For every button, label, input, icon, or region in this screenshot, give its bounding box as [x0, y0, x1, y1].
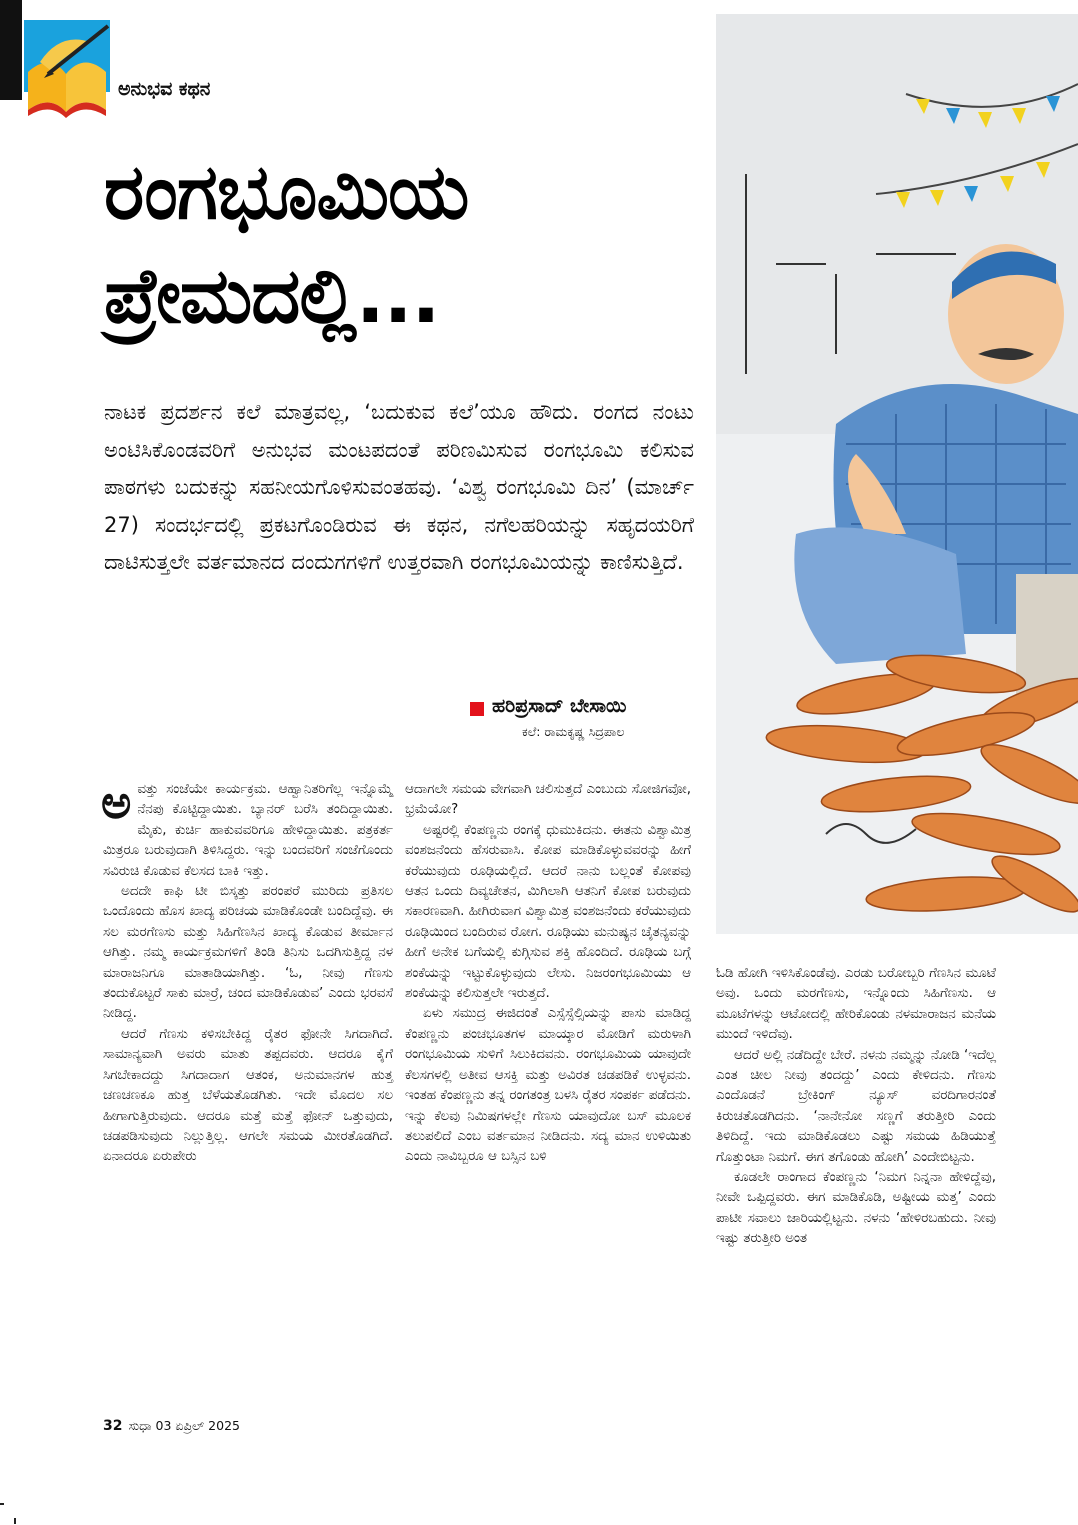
- publication-info: ಸುಧಾ 03 ಏಪ್ರಿಲ್ 2025: [128, 1418, 240, 1433]
- paragraph: ಆದರೆ ಗೆಣಸು ಕಳಿಸಬೇಕಿದ್ದ ರೈತರ ಫೋನೇ ಸಿಗದಾಗಿದೆ. ಸಾಮಾನ್ಯವಾಗಿ ಅವರು ಮಾತು ತಪ್ಪದವರು. ಆದರೂ ಕೈಗೆ ಸಿಗಬೇಕಾದದ್ದು ಸಿಗದಾದಾಗ ಆತಂಕ, ಅನುಮಾನಗಳ ಹುತ್ತ ಚಣಚಣಕೂ ಹುತ್ತ ಬೆಳೆಯತೊಡಗಿತು. ಇದೇ ಮೊದಲ ಸಲ ಹೀಗಾಗುತ್ತಿರುವುದು. ಆದರೂ ಮತ್ತೆ ಮತ್ತೆ ಫೋನ್ ಒತ್ತುವುದು, ಚಡಪಡಿಸುವುದು ನಿಲ್ಲುತ್ತಿಲ್ಲ. ಆಗಲೇ ಸಮಯ ಮೀರತೊಡಗಿದೆ. ಏನಾದರೂ ಏರುಪೇರು: [103, 1026, 393, 1165]
- title-line-2: ಪ್ರೇಮದಲ್ಲಿ...: [104, 251, 440, 340]
- author-marker: [470, 702, 484, 716]
- title-line-1: ರಂಗಭೂಮಿಯ: [104, 147, 469, 236]
- crop-mark: [0, 1503, 4, 1505]
- page-number: 32: [103, 1418, 123, 1434]
- art-credit: ಕಲೆ: ರಾಮಕೃಷ್ಣ ಸಿದ್ರಪಾಲ: [522, 724, 625, 739]
- paragraph: ಆದರೆ ಅಲ್ಲಿ ನಡೆದಿದ್ದೇ ಬೇರೆ. ನಳನು ನಮ್ಮನ್ನು ನೋಡಿ ‘ಇದೆಲ್ಲ ಎಂತ ಚೀಲ ನೀವು ತಂದದ್ದು’ ಎಂದು ಕೇಳಿದನು. ಗೆಣಸು ಎಂದೊಡನೆ ಬ್ರೇಕಿಂಗ್ ನ್ಯೂಸ್ ವರದಿಗಾರನಂತೆ ಕಿರುಚತೊಡಗಿದನು. ‘ನಾನೇನೋ ಸಣ್ಣಗೆ ತರುತ್ತೀರಿ ಎಂದು ತಿಳಿದಿದ್ದೆ. ಇದು ಮಾಡಿಕೊಡಲು ಎಷ್ಟು ಸಮಯ ಹಿಡಿಯುತ್ತೆ ಗೊತ್ತುಂಟಾ ನಿಮಗೆ. ಈಗ ತಗೊಂಡು ಹೋಗಿ’ ಎಂದೇಬಿಟ್ಟನು.: [716, 1047, 996, 1165]
- author-name: ಹರಿಪ್ರಸಾದ್ ಬೇಸಾಯಿ: [492, 695, 627, 717]
- dropcap: ಅ: [101, 775, 132, 829]
- paragraph-text: ವತ್ತು ಸಂಜೆಯೇ ಕಾರ್ಯಕ್ರಮ. ಆಹ್ವಾನಿತರಿಗೆಲ್ಲ ಇನ್ನೊಮ್ಮೆ ನೆನಪು ಕೊಟ್ಟಿದ್ದಾಯಿತು. ಬ್ಯಾನರ್ ಬರೆಸಿ ತಂದಿದ್ದಾಯಿತು. ಮೈಕು, ಕುರ್ಚಿ ಹಾಕುವವರಿಗೂ ಹೇಳಿದ್ದಾಯಿತು. ಪತ್ರಕರ್ತ ಮಿತ್ರರೂ ಬರುವುದಾಗಿ ತಿಳಿಸಿದ್ದರು. ಇನ್ನು ಬಂದವರಿಗೆ ಸಂಜೆಗೊಂದು ಸವಿರುಚಿ ಕೊಡುವ ಕೆಲಸದ ಬಾಕಿ ಇತ್ತು.: [103, 782, 393, 879]
- book-pen-logo-icon: [20, 12, 116, 122]
- paragraph: [101, 775, 393, 882]
- article-title: [104, 140, 704, 348]
- paragraph: ಅಷ್ಟರಲ್ಲಿ ಕೆಂಪಣ್ಣನು ರಂಗಕ್ಕೆ ಧುಮುಕಿದನು. ಈತನು ವಿಶ್ವಾಮಿತ್ರ ವಂಶಜನೆಂದು ಹೆಸರುವಾಸಿ. ಕೋಪ ಮಾಡಿಕೊಳ್ಳುವವರನ್ನು ಹೀಗೆ ಕರೆಯುವುದು ರೂಢಿಯಲ್ಲಿದೆ. ಆದರೆ ನಾನು ಬಲ್ಲಂತೆ ಕೋಪವು ಆತನ ಒಂದು ದಿವ್ಯಚೇತನ, ಮಿಗಿಲಾಗಿ ಆತನಿಗೆ ಕೋಪ ಬರುವುದು ಸಕಾರಣವಾಗಿ. ಹೀಗಿರುವಾಗ ವಿಶ್ವಾಮಿತ್ರ ವಂಶಜನೆಂದು ಕರೆಯುವುದು ರೂಢಿಯಿಂದ ಬಂದಿರುವ ರೋಗ. ರೂಢಿಯು ಮನುಷ್ಯನ ಚೈತನ್ಯವನ್ನು ಹೀಗೆ ಅನೇಕ ಬಗೆಯಲ್ಲಿ ಕುಗ್ಗಿಸುವ ಶಕ್ತಿ ಹೊಂದಿದೆ. ರೂಢಿಯ ಬಗ್ಗೆ ಶಂಕೆಯನ್ನು ಇಟ್ಟುಕೊಳ್ಳುವುದು ಲೇಸು. ನಿಜರಂಗಭೂಮಿಯು ಆ ಶಂಕೆಯನ್ನು ಕಲಿಸುತ್ತಲೇ ಇರುತ್ತದೆ.: [405, 822, 691, 1002]
- body-column-1: [101, 775, 393, 1168]
- body-column-2: [405, 780, 691, 1168]
- page-footer: [103, 1418, 240, 1434]
- paragraph: ಅದದೇ ಕಾಫಿ ಟೀ ಬಿಸ್ಕತ್ತು ಪರಂಪರೆ ಮುರಿದು ಪ್ರತಿಸಲ ಒಂದೊಂದು ಹೊಸ ಖಾದ್ಯ ಪರಿಚಯ ಮಾಡಿಕೊಂಡೇ ಬಂದಿದ್ದೆವು. ಈ ಸಲ ಮರಗೆಣಸು ಮತ್ತು ಸಿಹಿಗೆಣಸಿನ ಖಾದ್ಯ ಕೊಡುವ ತೀರ್ಮಾನ ಆಗಿತ್ತು. ನಮ್ಮ ಕಾರ್ಯಕ್ರಮಗಳಿಗೆ ತಿಂಡಿ ತಿನಿಸು ಒದಗಿಸುತ್ತಿದ್ದ ನಳ ಮಾರಾಜನಿಗೂ ಮಾತಾಡಿಯಾಗಿತ್ತು. ‘ಓ, ನೀವು ಗೆಣಸು ತಂದುಕೊಟ್ಟರೆ ಸಾಕು ಮಾರ್ರೆ, ಚಂದ ಮಾಡಿಕೊಡುವ’ ಎಂದು ಭರವಸೆ ನೀಡಿದ್ದ.: [103, 884, 393, 1022]
- illustration-man-with-tubers: [716, 14, 1078, 934]
- paragraph: ಏಳು ಸಮುದ್ರ ಈಜಿದಂತೆ ಎಸ್ಸೆಸ್ಸೆಲ್ಸಿಯನ್ನು ಪಾಸು ಮಾಡಿದ್ದ ಕೆಂಪಣ್ಣನು ಪಂಚಭೂತಗಳ ಮಾಯ್ಕಾರ ಮೋಡಿಗೆ ಮರುಳಾಗಿ ರಂಗಭೂಮಿಯ ಸುಳಿಗೆ ಸಿಲುಕಿದವನು. ರಂಗಭೂಮಿಯ ಯಾವುದೇ ಕೆಲಸಗಳಲ್ಲಿ ಅತೀವ ಆಸಕ್ತಿ ಮತ್ತು ಅವಿರತ ಚಡಪಡಿಕೆ ಉಳ್ಳವನು. ಇಂತಹ ಕೆಂಪಣ್ಣನು ತನ್ನ ರಂಗತಂತ್ರ ಬಳಸಿ ರೈತರ ಸಂಪರ್ಕ ಪಡೆದನು. ಇನ್ನು ಕೆಲವು ನಿಮಿಷಗಳಲ್ಲೇ ಗೆಣಸು ಯಾವುದೋ ಬಸ್ ಮೂಲಕ ತಲುಪಲಿದೆ ಎಂಬ ವರ್ತಮಾನ ನೀಡಿದನು. ಸದ್ಯ ಮಾನ ಉಳಿಯಿತು ಎಂದು ನಾವಿಬ್ಬರೂ ಆ ಬಸ್ಸಿನ ಬಳಿ: [405, 1006, 691, 1165]
- crop-mark: [14, 1518, 16, 1524]
- corner-block: [0, 0, 22, 100]
- paragraph: ಆದಾಗಲೇ ಸಮಯ ವೇಗವಾಗಿ ಚಲಿಸುತ್ತದೆ ಎಂಬುದು ಸೋಜಿಗವೋ, ಭ್ರಮೆಯೋ?: [405, 782, 691, 818]
- section-label: ಅನುಭವ ಕಥನ: [118, 78, 211, 100]
- paragraph: ಓಡಿ ಹೋಗಿ ಇಳಿಸಿಕೊಂಡೆವು. ಎರಡು ಬರೋಬ್ಬರಿ ಗೆಣಸಿನ ಮೂಟೆ ಅವು. ಒಂದು ಮರಗೆಣಸು, ಇನ್ನೊಂದು ಸಿಹಿಗೆಣಸು. ಆ ಮೂಟೆಗಳನ್ನು ಆಟೋದಲ್ಲಿ ಹೇರಿಕೊಂಡು ನಳಮಾರಾಜನ ಮನೆಯ ಮುಂದೆ ಇಳಿದೆವು.: [716, 966, 996, 1043]
- paragraph: ಕೂಡಲೇ ರಾಂಗಾದ ಕೆಂಪಣ್ಣನು ‘ನಿಮಗ ನಿನ್ನನಾ ಹೇಳಿದ್ದೆವು, ನೀವೇ ಒಪ್ಪಿದ್ದವರು. ಈಗ ಮಾಡಿಕೊಡಿ, ಅಷ್ಟೀಯ ಮತ್ತ’ ಎಂದು ಪಾಟೀ ಸವಾಲು ಜಾರಿಯಲ್ಲಿಟ್ಟನು. ನಳನು ‘ಹೇಳಿರಬಹುದು. ನೀವು ಇಷ್ಟು ತರುತ್ತೀರಿ ಅಂತ: [716, 1170, 996, 1247]
- body-column-3: [716, 964, 996, 1250]
- lead-paragraph: ನಾಟಕ ಪ್ರದರ್ಶನ ಕಲೆ ಮಾತ್ರವಲ್ಲ, ‘ಬದುಕುವ ಕಲೆ’ಯೂ ಹೌದು. ರಂಗದ ನಂಟು ಅಂಟಿಸಿಕೊಂಡವರಿಗೆ ಅನುಭವ ಮಂಟಪದಂತೆ ಪರಿಣಮಿಸುವ ರಂಗಭೂಮಿ ಕಲಿಸುವ ಪಾಠಗಳು ಬದುಕನ್ನು ಸಹನೀಯಗೊಳಿಸುವಂತಹವು. ‘ವಿಶ್ವ ರಂಗಭೂಮಿ ದಿನ’ (ಮಾರ್ಚ್ 27) ಸಂದರ್ಭದಲ್ಲಿ ಪ್ರಕಟಗೊಂಡಿರುವ ಈ ಕಥನ, ನಗೆಲಹರಿಯನ್ನು ಸಹೃದಯರಿಗೆ ದಾಟಿಸುತ್ತಲೇ ವರ್ತಮಾನದ ದಂದುಗಗಳಿಗೆ ಉತ್ತರವಾಗಿ ರಂಗಭೂಮಿಯನ್ನು ಕಾಣಿಸುತ್ತಿದೆ.: [104, 400, 694, 574]
